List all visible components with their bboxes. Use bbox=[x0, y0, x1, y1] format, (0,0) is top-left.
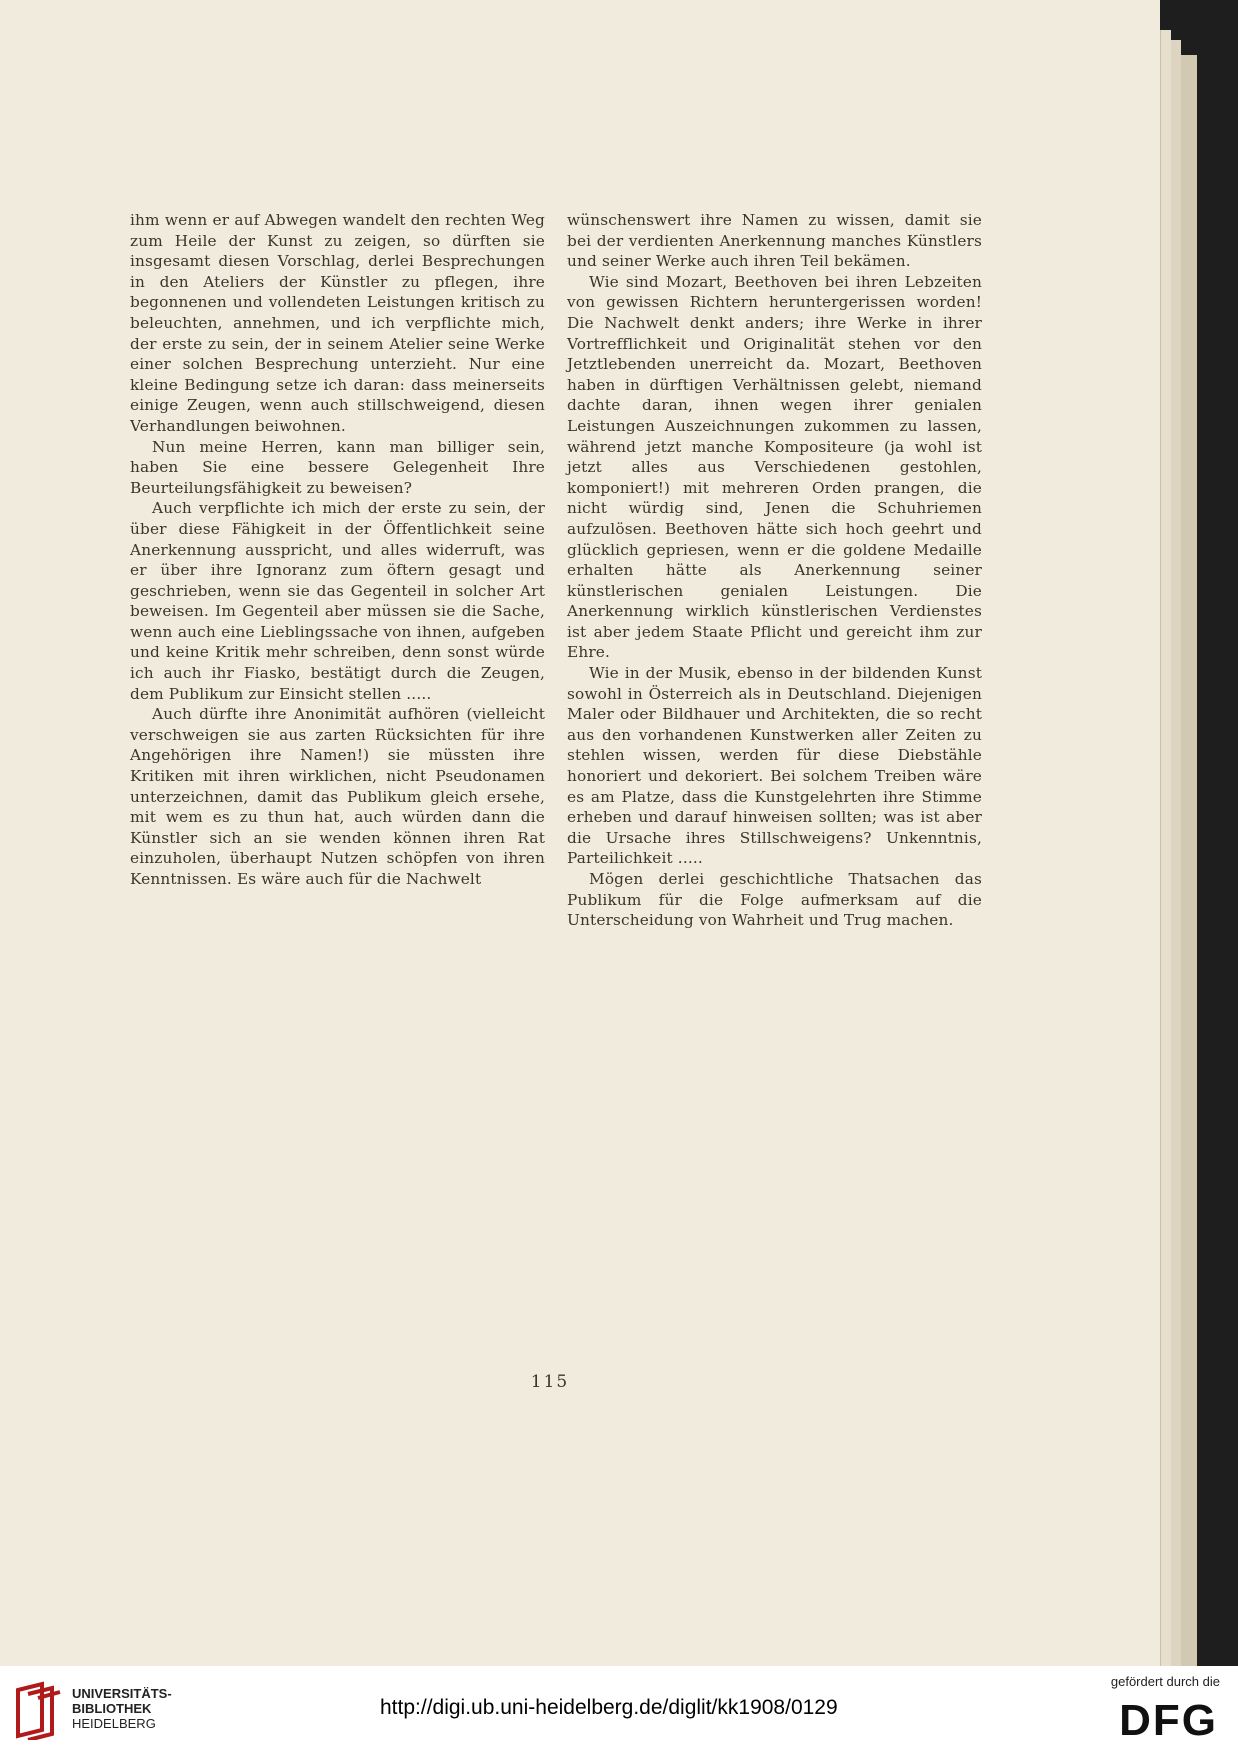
page-edge bbox=[1180, 55, 1197, 1666]
paragraph: Wie in der Musik, ebenso in der bildenden Kunst sowohl in Österreich als in Deutschland. Diejenigen Maler oder Bildhauer und Architekten, die so recht aus den vorhandenen Kunstwerken aller Zeiten zu stehlen wissen, werden für diese Diebstähle honoriert und dekoriert. Bei solchem Treiben wäre es am Platze, dass die Kunstgelehrten ihre Stimme erheben und darauf hinweisen sollten; was ist aber die Ursache ihres Stillschweigens? Unkenntnis, Parteilichkeit ..... bbox=[567, 664, 982, 868]
viewer-footer bbox=[0, 1666, 1238, 1753]
page-number: 115 bbox=[530, 1372, 570, 1392]
paragraph: Mögen derlei geschichtliche Thatsachen das Publikum für die Folge aufmerksam auf die Unterscheidung von Wahrheit und Trug machen. bbox=[567, 870, 982, 930]
paragraph: Auch dürfte ihre Anonimität aufhören (vielleicht verschweigen sie aus zarten Rücksichten für ihre Angehörigen ihre Namen!) sie müssten ihre Kritiken mit ihren wirklichen, nicht Pseudonamen unterzeichnen, damit das Publikum gleich ersehe, mit wem es zu thun hat, auch würden dann die Künstler sich an sie wenden können ihren Rat einzuholen, überhaupt Nutzen schöpfen von ihren Kenntnissen. Es wäre auch für die Nachwelt bbox=[130, 705, 545, 888]
library-name: UNIVERSITÄTS- BIBLIOTHEK HEIDELBERG bbox=[72, 1686, 172, 1731]
university-library-logo-icon bbox=[12, 1680, 64, 1740]
paragraph: wünschenswert ihre Namen zu wissen, damit sie bei der verdienten Anerkennung manches Künstlers und seiner Werke auch ihren Teil bekämen. bbox=[567, 211, 982, 271]
paragraph: Nun meine Herren, kann man billiger sein, haben Sie eine bessere Gelegenheit Ihre Beurteilungsfähigkeit zu beweisen? bbox=[130, 437, 545, 497]
page-edge bbox=[1170, 40, 1181, 1666]
paragraph: Wie sind Mozart, Beethoven bei ihren Lebzeiten von gewissen Richtern heruntergerissen worden! Die Nachwelt denkt anders; ihre Werke in ihrer Vortrefflichkeit und Originalität stehen vor den Jetztlebenden unerreicht da. Mozart, Beethoven haben in dürftigen Verhältnissen gelebt, niemand dachte daran, ihnen wegen ihrer genialen Leistungen Auszeichnungen zukommen zu lassen, während jetzt manche Kompositeure (ja wohl ist jetzt alles aus Verschiedenen gestohlen, komponiert!) mit mehreren Orden prangen, die nicht würdig sind, Jenen die Schuhriemen aufzulösen. Beethoven hätte sich hoch geehrt und glücklich gepriesen, wenn er die goldene Medaille erhalten hätte als Anerkennung seiner künstlerischen genialen Leistungen. Die Anerkennung wirklich künstlerischen Verdienstes ist aber jedem Staate Pflicht und gereicht ihm zur Ehre. bbox=[567, 272, 982, 662]
funding-caption: gefördert durch die bbox=[1110, 1674, 1220, 1689]
paragraph: Auch verpflichte ich mich der erste zu sein, der über diese Fähigkeit in der Öffentlichkeit seine Anerkennung ausspricht, und alles widerruft, was er über ihre Ignoranz zum öftern gesagt und geschrieben, wenn sie das Gegenteil in solcher Art beweisen. Im Gegenteil aber müssen sie die Sache, wenn auch eine Lieblingssache von ihnen, aufgeben und keine Kritik mehr schreiben, denn sonst würde ich auch ihr Fiasko, bestätigt durch die Zeugen, dem Publikum zur Einsicht stellen ..... bbox=[130, 499, 545, 703]
text-column-left bbox=[130, 210, 545, 890]
dfg-logo: DFG bbox=[1119, 1696, 1218, 1745]
page-edge bbox=[1160, 30, 1171, 1666]
text-column-right bbox=[567, 210, 982, 931]
permalink-url[interactable]: http://digi.ub.uni-heidelberg.de/diglit/kk1908/0129 bbox=[380, 1696, 838, 1719]
paragraph: ihm wenn er auf Abwegen wandelt den rechten Weg zum Heile der Kunst zu zeigen, so dürften sie insgesamt diesen Vorschlag, derlei Besprechungen in den Ateliers der Künstler zu pflegen, ihre begonnenen und vollendeten Leistungen kritisch zu beleuchten, annehmen, und ich verpflichte mich, der erste zu sein, der in seinem Atelier seine Werke einer solchen Besprechung unterzieht. Nur eine kleine Bedingung setze ich daran: dass meinerseits einige Zeugen, wenn auch stillschweigend, diesen Verhandlungen beiwohnen. bbox=[130, 211, 545, 435]
